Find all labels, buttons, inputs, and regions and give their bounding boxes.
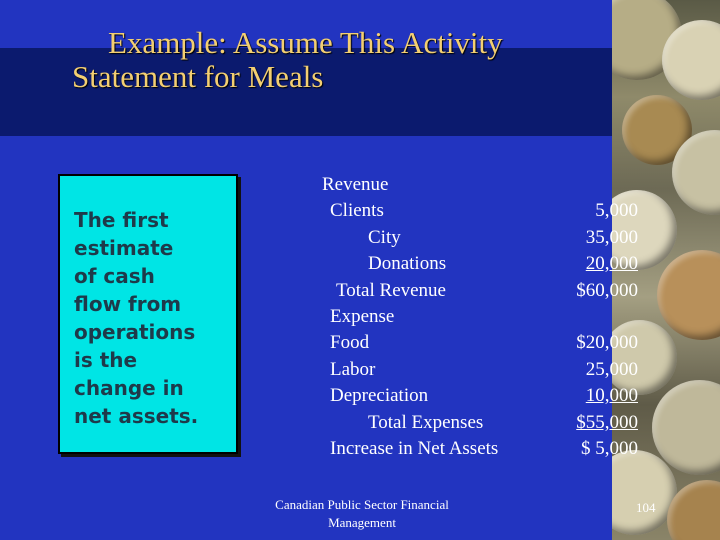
row-label: Total Expenses [368,412,484,433]
title-line-2: Statement for Meals [72,59,324,94]
title-line-1: Example: Assume This Activity [108,25,503,60]
row-amount: $ 5,000 [581,438,638,459]
row-amount: 25,000 [585,359,638,380]
row-amount: $55,000 [576,412,638,433]
note-line: net assets. [74,404,199,428]
row-amount: 10,000 [585,385,638,406]
row-label: City [368,227,401,248]
row-amount: $60,000 [576,280,638,301]
row-amount: 20,000 [585,253,638,274]
row-label: Clients [330,200,384,221]
row-label: Depreciation [330,385,429,406]
note-line: flow from [74,292,182,316]
row-label: Labor [330,359,376,380]
page-number: 104 [636,500,656,515]
row-amount: $20,000 [576,332,638,353]
note-line: change in [74,376,184,400]
note-line: is the [74,348,138,372]
note-line: estimate [74,236,174,260]
note-line: operations [74,320,196,344]
row-label: Total Revenue [336,280,446,301]
row-label: Revenue [322,174,389,195]
footer-line: Canadian Public Sector Financial [275,497,449,512]
row-label: Expense [330,306,395,327]
footer-text [262,496,462,532]
row-amount: 5,000 [595,200,638,221]
row-amount: 35,000 [585,227,638,248]
note-line: of cash [74,264,155,288]
row-label: Donations [368,253,447,274]
row-label: Increase in Net Assets [330,438,499,459]
note-line: The first [74,208,169,232]
row-label: Food [330,332,370,353]
footer-line: Management [328,515,396,530]
